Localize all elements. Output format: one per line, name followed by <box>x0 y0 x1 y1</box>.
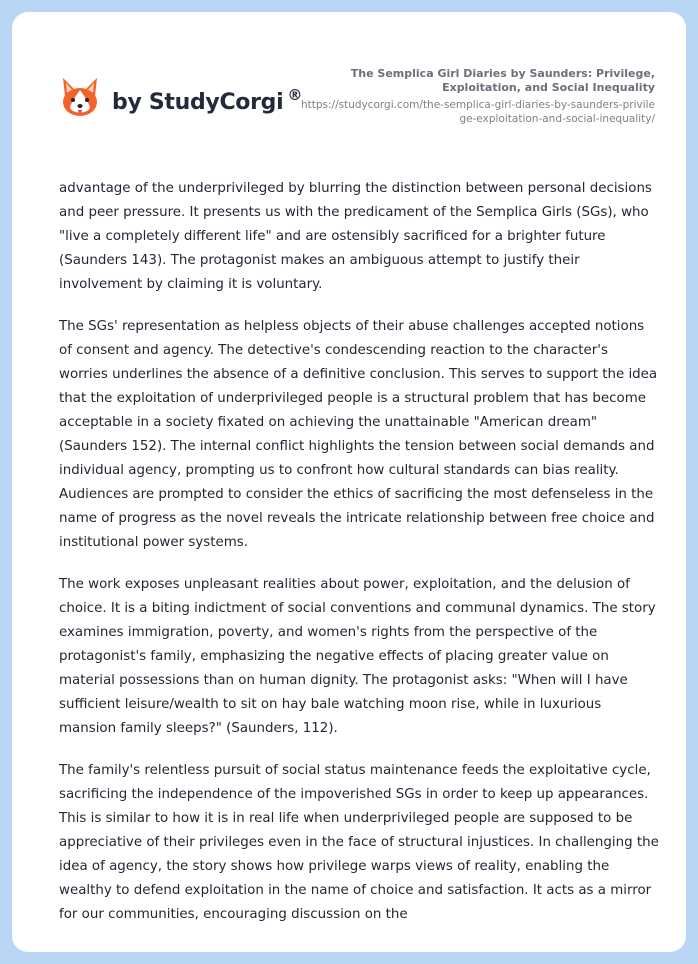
studycorgi-logo[interactable] <box>60 76 302 120</box>
brand-name: by StudyCorgi ® <box>112 85 303 115</box>
paragraph: The SGs' representation as helpless objects of their abuse challenges accepted notions of consent and agency. The detective's condescending reaction to the character's worries underlines the absence of a definitive conclusion. This serves to support the idea that the exploitation of underprivileged people is a structural problem that has become acceptable in a society fixated on achieving the unattainable "American dream" (Saunders 152). The internal conflict highlights the tension between social demands and individual agency, prompting us to confront how cultural standards can bias reality. Audiences are prompted to consider the ethics of sacrificing the most defenseless in the name of progress as the novel reveals the intricate relationship between free choice and institutional power systems. <box>59 319 658 550</box>
document-body <box>59 177 659 945</box>
corgi-logo-icon <box>60 76 100 120</box>
paragraph: The work exposes unpleasant realities about power, exploitation, and the delusion of choice. It is a biting indictment of social conventions and communal dynamics. The story examines immigration, poverty, and women's rights from the perspective of the protagonist's family, emphasizing the negative effects of placing greater value on material possessions than on human dignity. The protagonist asks: "When will I have sufficient leisure/wealth to sit on hay bale watching moon rise, while in luxurious mansion family sleeps?" (Saunders, 112). <box>59 577 656 736</box>
registered-mark: ® <box>287 85 303 104</box>
page-header <box>12 12 686 162</box>
document-meta <box>295 67 655 126</box>
document-page <box>12 12 686 952</box>
paragraph: The family's relentless pursuit of social status maintenance feeds the exploitative cycle, sacrificing the independence of the impoverished SGs in order to keep up appearances. This is similar to how it is in real life when underprivileged people are supposed to be appreciative of their privileges even in the face of structural injustices. In challenging the idea of agency, the story shows how privilege warps views of reality, enabling the wealthy to defend exploitation in the name of choice and satisfaction. It acts as a mirror for our communities, encouraging discussion on the <box>59 763 659 922</box>
document-title: The Semplica Girl Diaries by Saunders: Privilege, Exploitation, and Social Inequality <box>350 67 655 94</box>
paragraph: advantage of the underprivileged by blurring the distinction between personal decisions and peer pressure. It presents us with the predicament of the Semplica Girls (SGs), who "live a completely different life" and are ostensibly sacrificed for a brighter future (Saunders 143). The protagonist makes an ambiguous attempt to justify their involvement by claiming it is voluntary. <box>59 181 652 292</box>
document-url[interactable]: https://studycorgi.com/the-semplica-girl-diaries-by-saunders-privilege-exploitation-and-social-inequality/ <box>300 99 655 125</box>
